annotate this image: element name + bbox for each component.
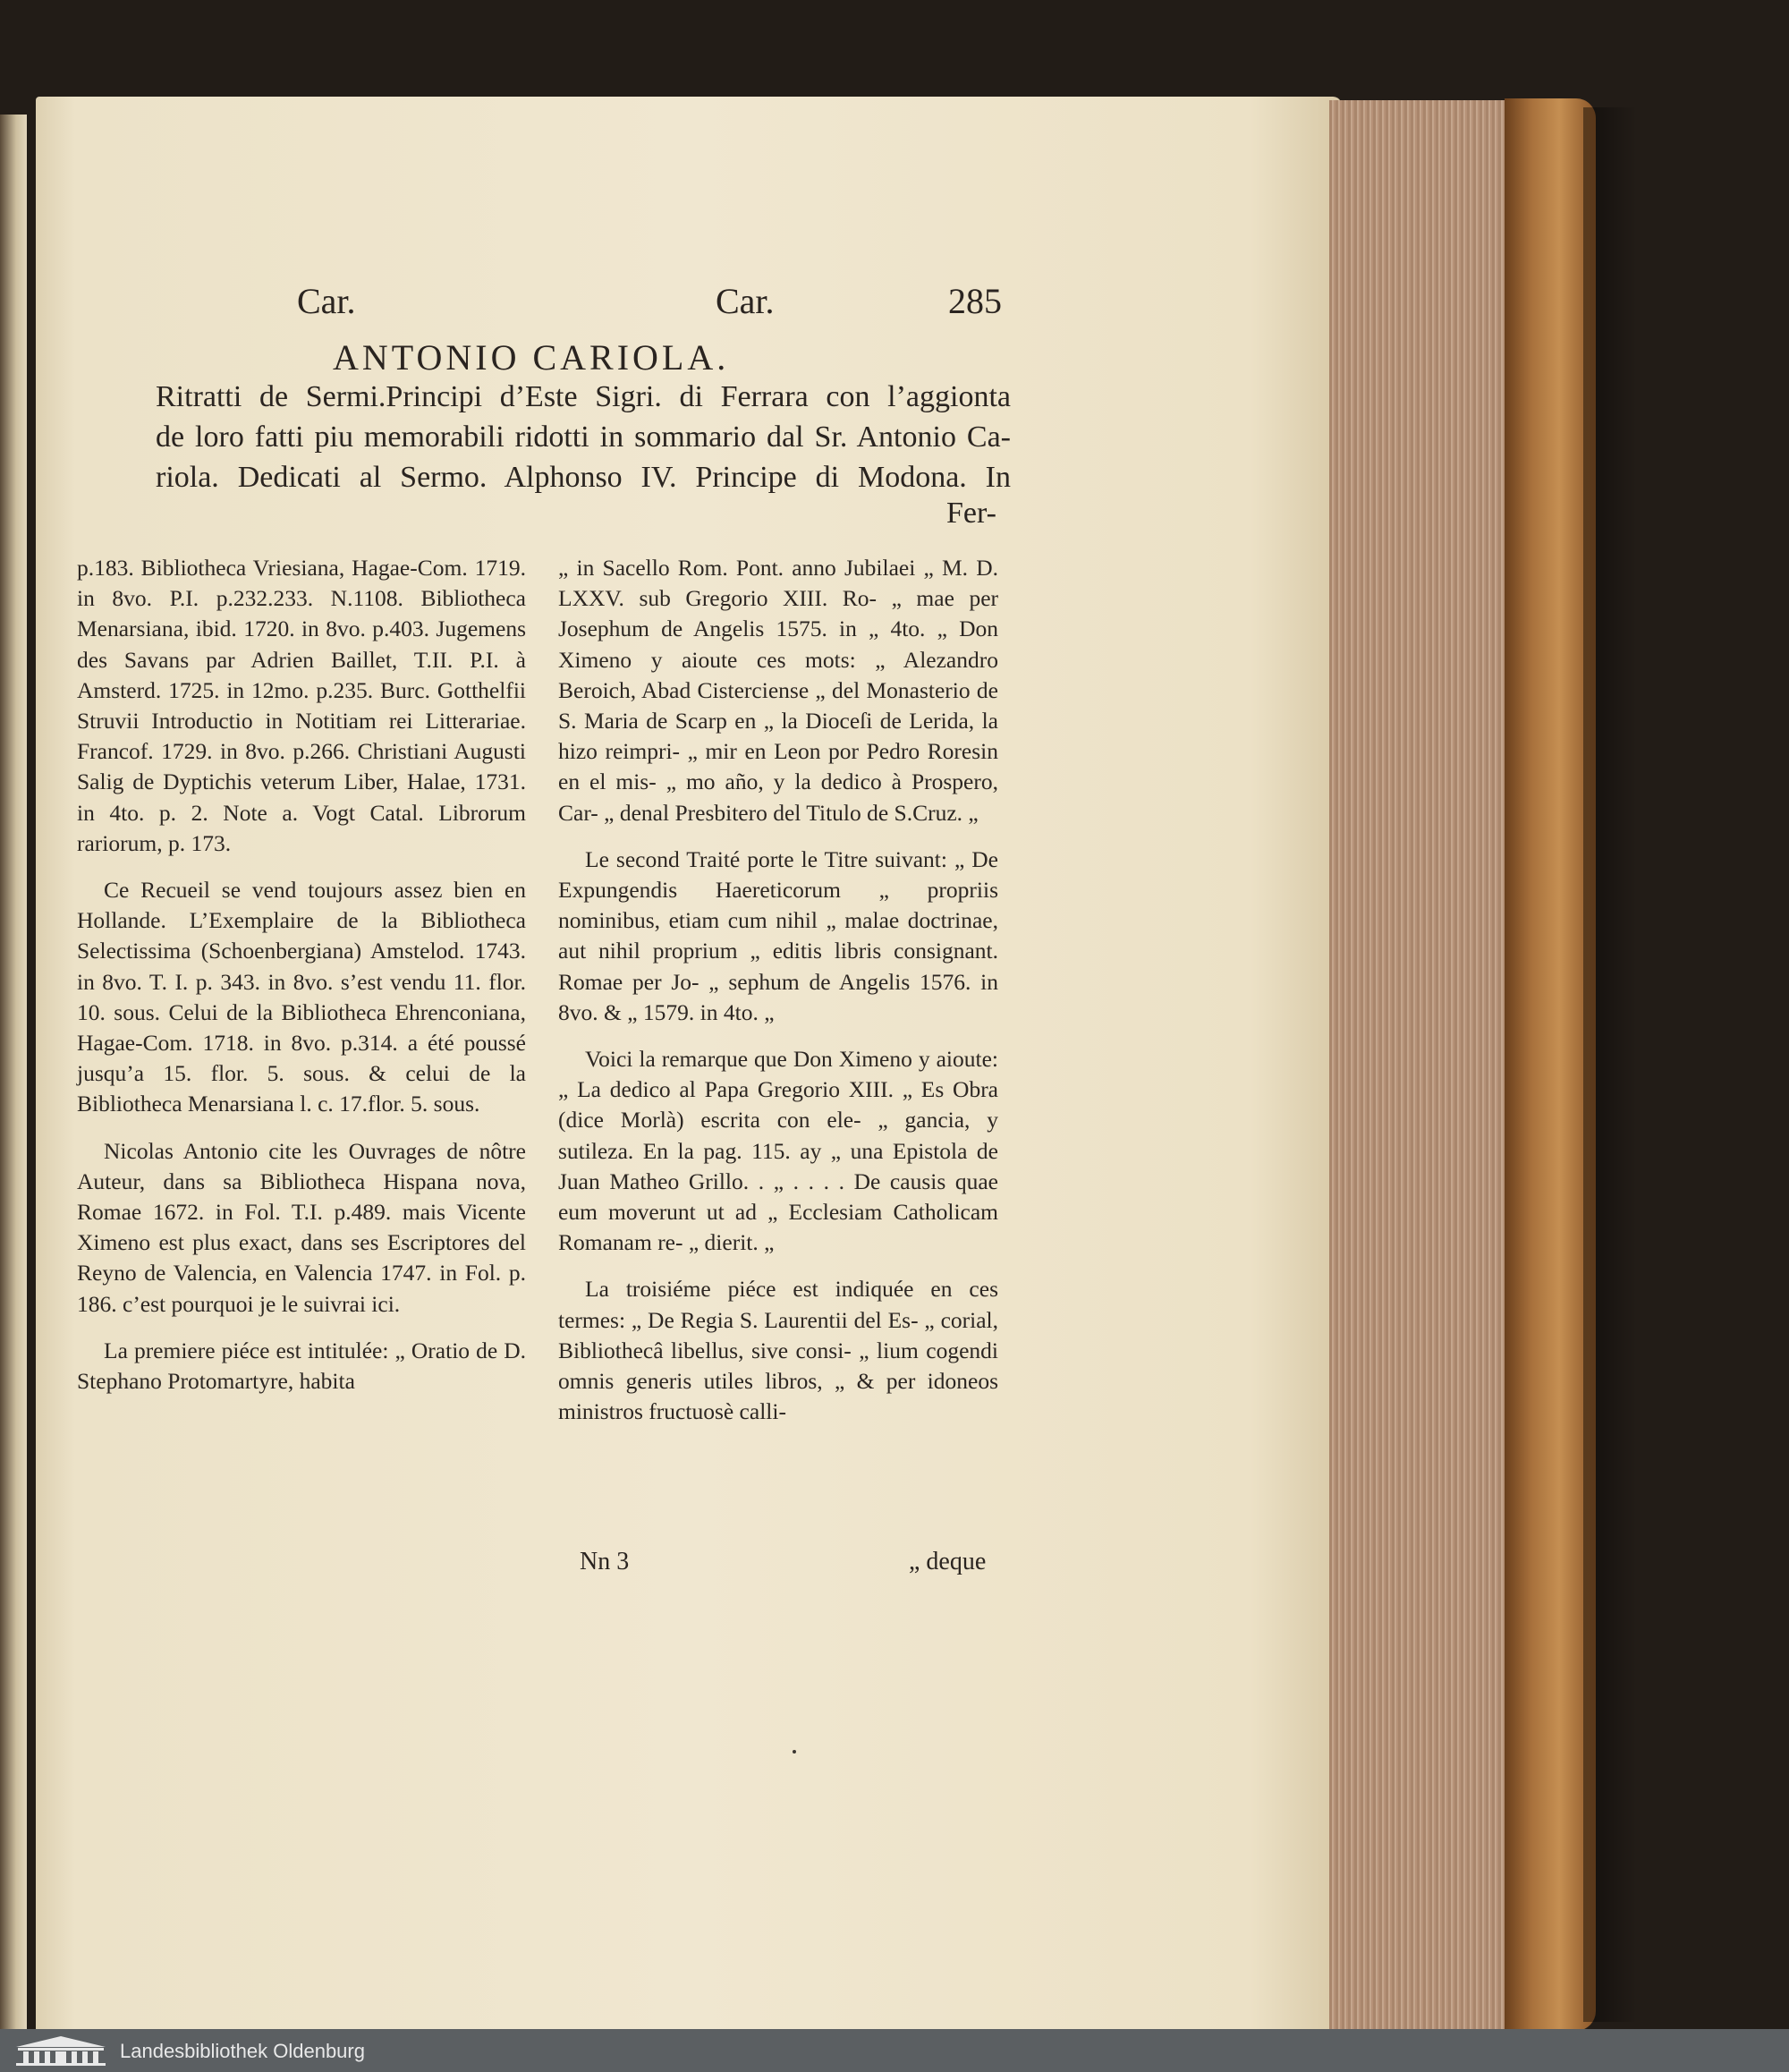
catchword: „ deque	[909, 1548, 987, 1575]
left-column	[77, 553, 526, 1397]
paragraph: La troisiéme piéce est indiquée en ces termes: „ De Regia S. Laurentii del Es- „ corial, Bibliothecâ libellus, sive consi- „ lium cogendi omnis generis utiles libros, „ & per idoneos ministros fructuosè calli-	[558, 1276, 998, 1425]
paragraph: Voici la remarque que Don Ximeno y aioute: „ La dedico al Papa Gregorio XIII. „ Es Obra (dice Morlà) escrita con ele- „ gancia, y sutileza. En la pag. 115. ay „ una Epistola de Juan Matheo Grillo. . „ . . . . De causis quae eum moverunt ut ad „ Ecclesiam Catholicam Romanam re- „ dierit. „	[558, 1046, 998, 1256]
book-binding	[1505, 98, 1596, 2031]
book-shadow	[1583, 107, 1637, 2022]
right-column	[558, 553, 998, 1427]
title-line: Ritratti de Sermi.Principi d’Este Sigri. di Ferrara con l’aggionta	[156, 380, 1011, 413]
paragraph: p.183. Bibliotheca Vriesiana, Hagae-Com. 1719. in 8vo. P.I. p.232.233. N.1108. Bibliotheca Menarsiana, ibid. 1720. in 8vo. p.403. Jugemens des Savans par Adrien Baillet, T.II. P.I. à Amsterd. 1725. in 12mo. p.235. Burc. Gotthelfii Struvii Introductio in Notitiam rei Litterariae. Francof. 1729. in 8vo. p.266. Christiani Augusti Salig de Dyptichis veterum Liber, Halae, 1731. in 4to. p. 2. Note a. Vogt Catal. Librorum rariorum, p. 173.	[77, 555, 526, 856]
running-head-left: Car.	[297, 281, 356, 321]
paragraph: Nicolas Antonio cite les Ouvrages de nôtre Auteur, dans sa Bibliotheca Hispana nova, Romae 1672. in Fol. T.I. p.489. mais Vicente Ximeno est plus exact, dans ses Escriptores del Reyno de Valencia, en Valencia 1747. in Fol. p. 186. c’est pourquoi je le suivrai ici.	[77, 1137, 526, 1317]
signature-mark: Nn 3	[580, 1548, 630, 1575]
footer-bar	[0, 2029, 1789, 2072]
ink-speck	[793, 1750, 796, 1754]
page-number: 285	[948, 281, 1002, 321]
paragraph: Ce Recueil se vend toujours assez bien en Hollande. L’Exemplaire de la Bibliotheca Selectissima (Schoenbergiana) Amstelod. 1743. in 8vo. T. I. p. 343. in 8vo. s’est vendu 11. flor. 10. sous. Celui de la Bibliotheca Ehrenconiana, Hagae-Com. 1718. in 8vo. p.314. a été poussé jusqu’a 15. flor. 5. sous. & celui de la Bibliotheca Menarsiana l. c. 17.flor. 5. sous.	[77, 877, 526, 1117]
library-building-icon	[14, 2034, 107, 2067]
library-name[interactable]: Landesbibliothek Oldenburg	[120, 2040, 365, 2062]
author-heading: ANTONIO CARIOLA.	[333, 337, 730, 378]
title-line: riola. Dedicati al Sermo. Alphonso IV. Principe di Modona. In	[156, 461, 1011, 494]
previous-page-edge	[0, 115, 27, 2029]
title-catchword: Fer-	[946, 497, 996, 530]
paragraph: „ in Sacello Rom. Pont. anno Jubilaei „ M. D. LXXV. sub Gregorio XIII. Ro- „ mae per Josephum de Angelis 1575. in „ 4to. „ Don Ximeno y aioute ces mots: „ Alezandro Beroich, Abad Cisterciense „ del Monasterio de S. Maria de Scarp en „ la Dioceſi de Lerida, la hizo reimpri- „ mir en Leon por Pedro Roresin en el mis- „ mo año, y la dedico à Prospero, Car- „ denal Presbitero del Titulo de S.Cruz. „	[558, 555, 998, 826]
title-line: de loro fatti piu memorabili ridotti in sommario dal Sr. Antonio Ca-	[156, 420, 1011, 454]
page-edges	[1329, 100, 1519, 2029]
running-head-center: Car.	[716, 281, 775, 321]
paragraph: Le second Traité porte le Titre suivant: „ De Expungendis Haereticorum „ propriis nominibus, etiam cum nihil „ malae doctrinae, aut nihil proprium „ editis libris consignant. Romae per Jo- „ sephum de Angelis 1576. in 8vo. & „ 1579. in 4to. „	[558, 845, 998, 1025]
paragraph: La premiere piéce est intitulée: „ Oratio de D. Stephano Protomartyre, habita	[77, 1337, 526, 1395]
